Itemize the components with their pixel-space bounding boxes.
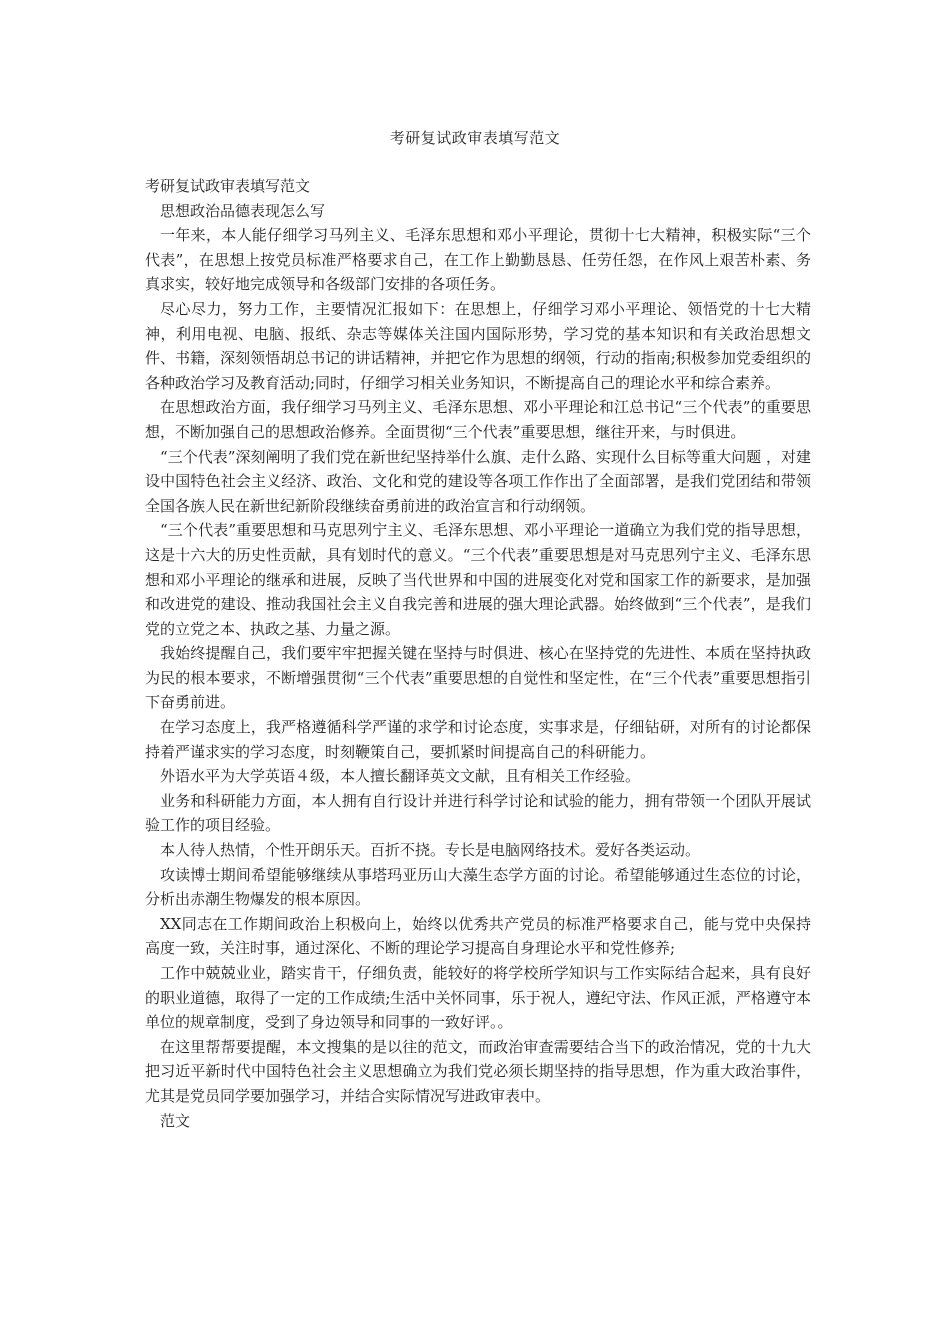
document-body <box>145 174 811 1133</box>
paragraph: 一年来，本人能仔细学习马列主义、毛泽东思想和邓小平理论，贯彻十七大精神，积极实际“三个代表”，在思想上按党员标准严格要求自己，在工作上勤勤恳恳、任劳任怨，在作风上艰苦朴素、务真求实，较好地完成领导和各级部门安排的各项任务。 <box>145 226 811 294</box>
closing-label: 范文 <box>160 1111 191 1130</box>
paragraph: 工作中兢兢业业，踏实肯干，仔细负责，能较好的将学校所学知识与工作实际结合起来，具有良好的职业道德，取得了一定的工作成绩;生活中关怀同事，乐于祝人，遵纪守法、作风正派，严格遵守本单位的规章制度，受到了身边领导和同事的一致好评。。 <box>145 964 811 1032</box>
paragraph: 外语水平为大学英语４级，本人擅长翻译英文文献，且有相关工作经验。 <box>160 767 641 786</box>
paragraph: 在学习态度上，我严格遵循科学严谨的求学和讨论态度，实事求是，仔细钻研，对所有的讨论都保持着严谨求实的学习态度，时刻鞭策自己，要抓紧时间提高自己的科研能力。 <box>145 718 811 761</box>
paragraph: 攻读博士期间希望能够继续从事塔玛亚历山大藻生态学方面的讨论。希望能够通过生态位的讨论，分析出赤潮生物爆发的根本原因。 <box>145 865 811 909</box>
body-heading: 考研复试政审表填写范文 <box>145 177 311 195</box>
paragraph: 本人待人热情，个性开朗乐天。百折不挠。专长是电脑网络技术。爱好各类运动。 <box>160 841 701 860</box>
document-title: 考研复试政审表填写范文 <box>389 129 561 147</box>
paragraph: XX同志在工作期间政治上积极向上，始终以优秀共产党员的标准严格要求自己，能与党中央保持高度一致，关注时事，通过深化、不断的理论学习提高自身理论水平和党性修养; <box>145 914 811 958</box>
paragraph: “三个代表”深刻阐明了我们党在新世纪坚持举什么旗、走什么路、实现什么目标等重大问题 ，对建设中国特色社会主义经济、政治、文化和党的建设等各项工作作出了全面部署，是我们党团结和带领全国各族人民在新世纪新阶段继续奋勇前进的政治宣言和行动纲领。 <box>145 447 811 515</box>
section-heading: 思想政治品德表现怎么写 <box>160 201 326 220</box>
paragraph: 在思想政治方面，我仔细学习马列主义、毛泽东思想、邓小平理论和江总书记“三个代表”的重要思想，不断加强自己的思想政治修养。全面贯彻“三个代表”重要思想，继往开来，与时俱进。 <box>145 398 811 441</box>
paragraph: 我始终提醒自己，我们要牢牢把握关键在坚持与时俱进、核心在坚持党的先进性、本质在坚持执政为民的根本要求，不断增强贯彻“三个代表”重要思想的自觉性和坚定性，在“三个代表”重要思想指引下奋勇前进。 <box>145 644 811 712</box>
paragraph: “三个代表”重要思想和马克思列宁主义、毛泽东思想、邓小平理论一道确立为我们党的指导思想，这是十六大的历史性贡献，具有划时代的意义。“三个代表”重要思想是对马克思列宁主义、毛泽东思想和邓小平理论的继承和进展，反映了当代世界和中国的进展变化对党和国家工作的新要求，是加强和改进党的建设、推动我国社会主义自我完善和进展的强大理论武器。始终做到“三个代表”，是我们党的立党之本、执政之基、力量之源。 <box>145 521 811 638</box>
paragraph: 尽心尽力，努力工作，主要情况汇报如下：在思想上，仔细学习邓小平理论、领悟党的十七大精神，利用电视、电脑、报纸、杂志等媒体关注国内国际形势，学习党的基本知识和有关政治思想文件、书籍，深刻领悟胡总书记的讲话精神，并把它作为思想的纲领，行动的指南;积极参加党委组织的各种政治学习及教育活动;同时，仔细学习相关业务知识，不断提高自己的理论水平和综合素养。 <box>145 299 811 392</box>
paragraph: 业务和科研能力方面，本人拥有自行设计并进行科学讨论和试验的能力，拥有带领一个团队开展试验工作的项目经验。 <box>145 791 811 835</box>
paragraph: 在这里帮帮要提醒，本文搜集的是以往的范文，而政治审查需要结合当下的政治情况，党的十九大把习近平新时代中国特色社会主义思想确立为我们党必须长期坚持的指导思想，作为重大政治事件，尤其是党员同学要加强学习，并结合实际情况写进政审表中。 <box>145 1037 811 1105</box>
